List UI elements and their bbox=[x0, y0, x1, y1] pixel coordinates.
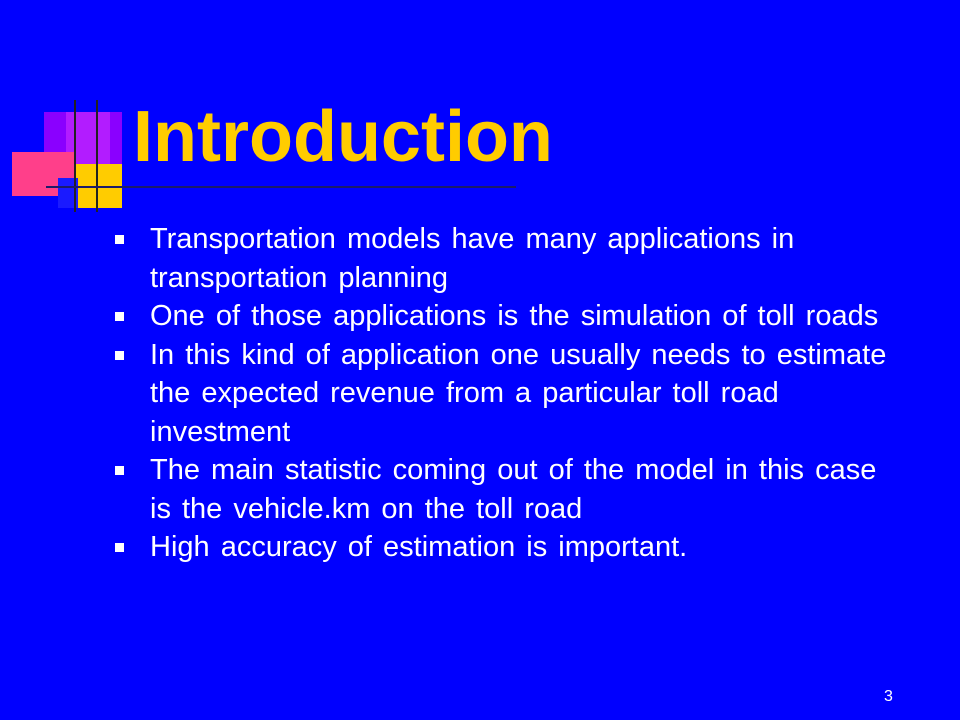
page-number: 3 bbox=[884, 688, 893, 705]
square-bullet-icon bbox=[115, 351, 124, 360]
bullet-item bbox=[115, 297, 905, 336]
bullet-text: Transportation models have many applications in transportation planning bbox=[150, 223, 795, 294]
decoration-line bbox=[96, 100, 98, 212]
bullet-text: High accuracy of estimation is important. bbox=[150, 531, 688, 563]
bullet-text: In this kind of application one usually needs to estimate the expected revenue from a particular toll road investment bbox=[150, 338, 887, 448]
square-bullet-icon bbox=[115, 235, 124, 244]
square-bullet-icon bbox=[115, 466, 124, 475]
bullet-list bbox=[115, 220, 905, 567]
bullet-text: One of those applications is the simulation of toll roads bbox=[150, 300, 879, 332]
slide-title: Introduction bbox=[133, 97, 553, 177]
decoration-line bbox=[74, 100, 76, 212]
title-underline bbox=[46, 186, 516, 188]
bullet-item bbox=[115, 336, 905, 452]
square-bullet-icon bbox=[115, 312, 124, 321]
bullet-text: The main statistic coming out of the model in this case is the vehicle.km on the toll road bbox=[150, 454, 877, 525]
bullet-item bbox=[115, 528, 905, 567]
bullet-item bbox=[115, 220, 905, 297]
square-bullet-icon bbox=[115, 543, 124, 552]
bullet-item bbox=[115, 451, 905, 528]
